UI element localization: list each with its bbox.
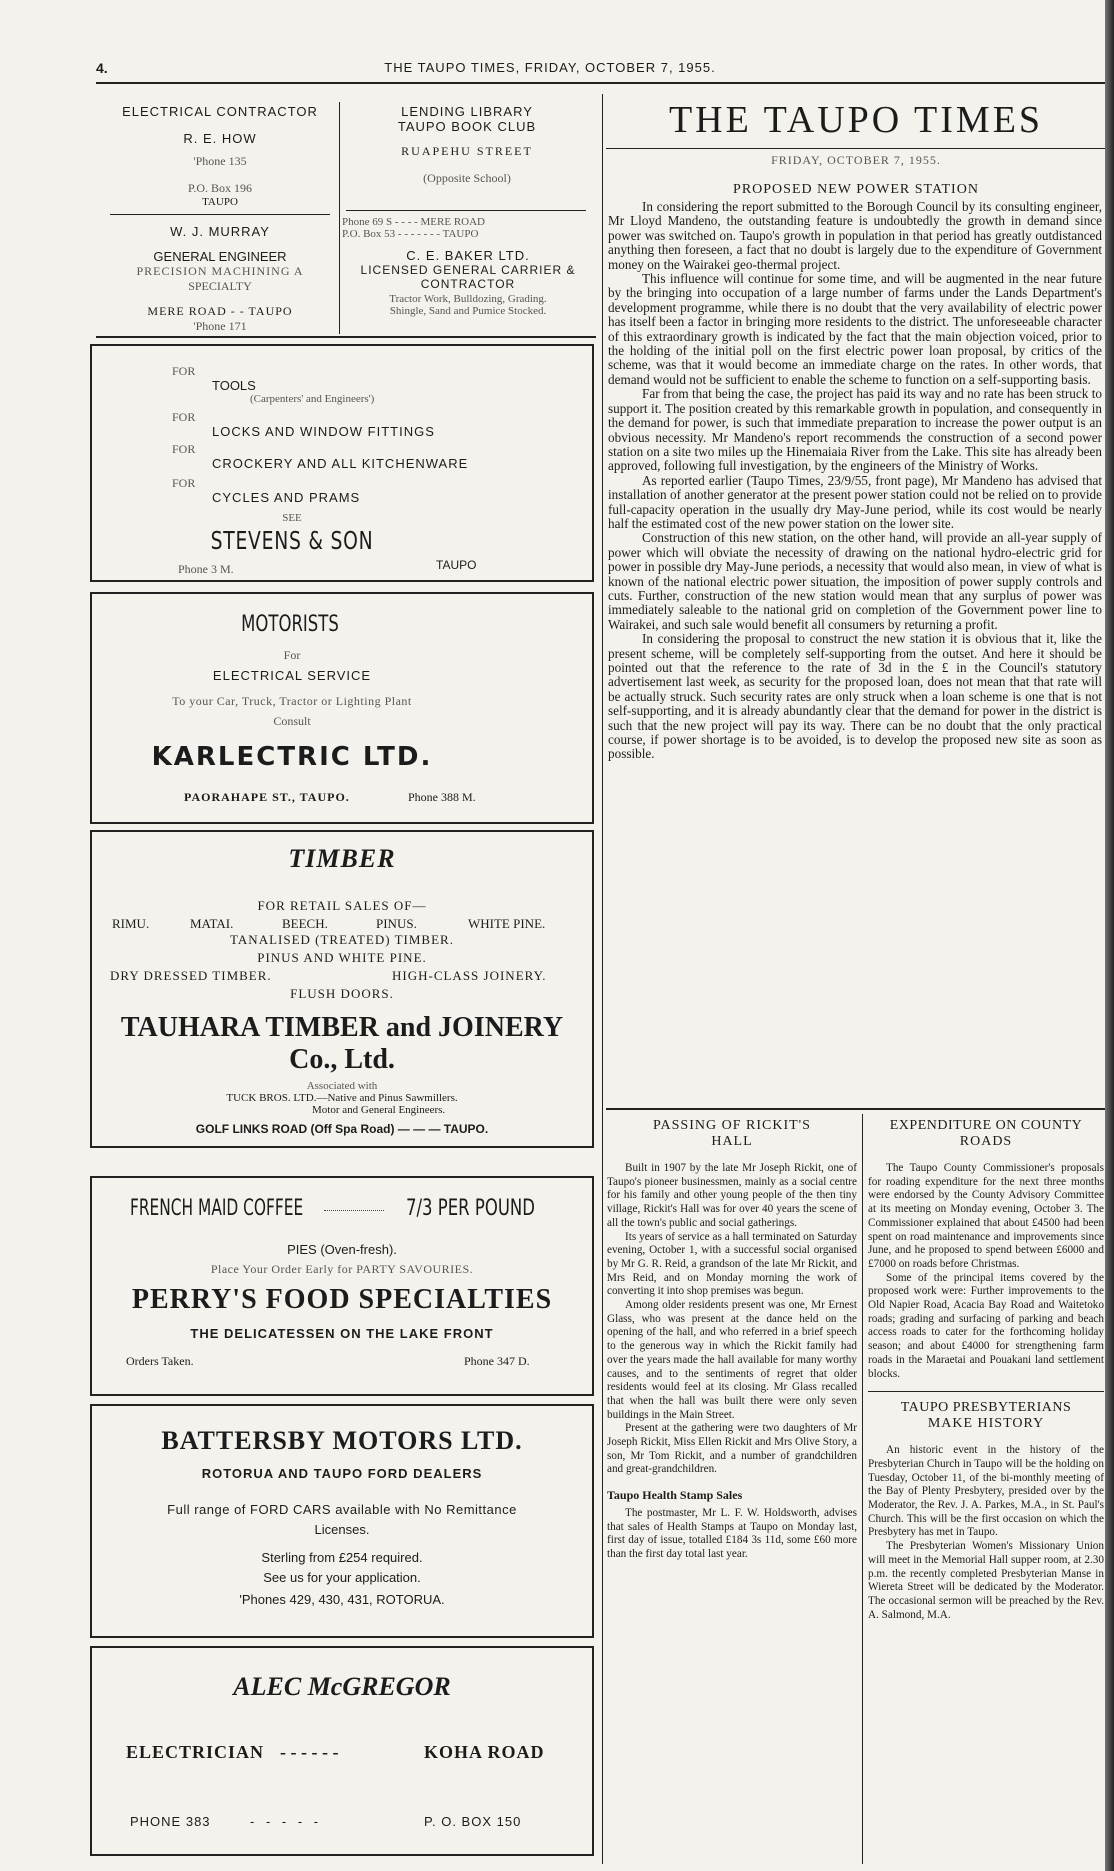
ad-perry-dots — [324, 1210, 384, 1211]
ad-timber-name1: TAUHARA TIMBER and JOINERY — [120, 1012, 564, 1043]
ad-timber-line3: TANALISED (TREATED) TIMBER. — [230, 932, 454, 947]
editorial-paragraph: As reported earlier (Taupo Times, 23/9/55, front page), Mr Mandeno has advised that installation of another generator at the present power station could not be relied on to provide full-capacity operation in the usually dry May-June period, while its cost would be nearly half the estimated cost of the new power station on the lower site. — [608, 472, 1102, 531]
ad-stevens-tools-note: (Carpenters' and Engineers') — [250, 393, 375, 405]
ads-bottom-rule — [96, 336, 596, 338]
ad-perry-price: 7/3 PER POUND — [406, 1196, 535, 1221]
ad-stevens-item-locks: LOCKS AND WINDOW FITTINGS — [212, 424, 435, 439]
roads-paragraph: Some of the principal items covered by the proposed work were: Further improvements to the Old Napier Road, Acacia Bay Road and Waitetoko roads; grading and surfacing of parking and beach access roads to cater for the forthcoming holiday season; and about £4000 for strengthening farm roads in the Maraetai and Pouakani land settlement blocks. — [868, 1271, 1104, 1380]
ad-library — [342, 104, 592, 186]
ad-mcgregor-pobox: P. O. BOX 150 — [424, 1814, 522, 1829]
ad-battersby-line4: See us for your application. — [263, 1570, 421, 1585]
ad-divider — [110, 214, 330, 215]
ad-baker-pobox-line: P.O. Box 53 - - - - - - - TAUPO — [342, 228, 479, 240]
page-masthead-line: THE TAUPO TIMES, FRIDAY, OCTOBER 7, 1955. — [384, 60, 716, 75]
roads-paragraph: The Taupo County Commissioner's proposals for roading expenditure for the next three months were endorsed by the County Advisory Committee at its meeting on Monday evening, October 3. The Commissioner explained that about £4500 had been spent on road maintenance and improvements since June, and he proposed to spend between £6000 and £7000 on roads before Christmas. — [868, 1162, 1104, 1270]
ad-timber-title: TIMBER — [288, 844, 396, 873]
rickit-headline1: PASSING OF RICKIT'S — [653, 1118, 811, 1133]
stamp-paragraph: The postmaster, Mr L. F. W. Holdsworth, advises that sales of Health Stamps at Taupo on Monday last, first day of issue, totalled £184 3s 11d, some £60 more than the first day total last year. — [607, 1506, 857, 1560]
ad-mcgregor-name: ALEC McGREGOR — [233, 1672, 451, 1701]
ad-timber-assoc3: Motor and General Engineers. — [312, 1104, 446, 1116]
ad-stevens-for-4: FOR — [172, 476, 196, 490]
ad-timber-wood-rimu: RIMU. — [112, 916, 150, 931]
ad-timber-line5b: HIGH-CLASS JOINERY. — [392, 968, 547, 983]
rickit-paragraph: Built in 1907 by the late Mr Joseph Rickit, one of Taupo's pioneer businessmen, mainly as a social centre for his family and other young people of the then tiny village, Rickit's Hall was for over 40 years the scene of all the town's public and social gatherings. — [607, 1162, 857, 1229]
ad-karlectric-address: PAORAHAPE ST., TAUPO. — [184, 790, 350, 804]
ad-column-divider — [339, 102, 340, 334]
column-divider — [602, 94, 603, 1864]
nameplate: THE TAUPO TIMES — [668, 99, 1044, 141]
editorial-body — [608, 200, 1102, 762]
ad-how — [100, 104, 340, 208]
ad-karlectric-phone: Phone 388 M. — [408, 790, 476, 804]
ad-timber-wood-pinus: PINUS. — [376, 916, 417, 931]
ad-library-note: (Opposite School) — [423, 171, 511, 185]
ad-murray-address: MERE ROAD - - TAUPO — [147, 304, 293, 318]
editorial-paragraph: This influence will continue for some time, and will be augmented in the near future by the bringing into occupation of a large number of farms under the Lands Department's development programme, while there is no doubt that the very availability of electric power has itself been a factor in bringing more residents to the district. The unforeseeable character of this extraordinary growth is indicated by the fact that the main objection voiced, prior to the holding of the initial poll on the first electric power loan proposal, by critics of the scheme, was that it would become an immediate charge on the rates. In other words, that demand would not be sufficient to enable the scheme to function on a self-supporting basis. — [608, 271, 1102, 387]
ad-stevens — [90, 344, 594, 582]
ad-perry-orders: Orders Taken. — [126, 1354, 194, 1368]
ad-perry — [90, 1176, 594, 1396]
article-separator — [868, 1391, 1104, 1392]
ad-baker-name: C. E. BAKER LTD. — [406, 248, 530, 263]
ad-perry-pies: PIES (Oven-fresh). — [287, 1242, 397, 1257]
ad-perry-name: PERRY'S FOOD SPECIALTIES — [131, 1284, 553, 1315]
ad-mcgregor — [90, 1646, 594, 1856]
ad-murray — [100, 224, 340, 334]
editorial-paragraph: Far from that being the case, the project has paid its way and no rate has been struck to support it. The position created by this remarkable growth in population, and consequently in the demand for power, is such that immediate preparation to increase the power output is an obvious necessity. Mr Mandeno's report recommends the construction of a second power station on a site two miles up the Hinemaiaia River from the Lake. This site has already been approved, following full investigation, by the engineers of the Ministry of Works. — [608, 386, 1102, 474]
ad-stevens-for-2: FOR — [172, 410, 196, 424]
presby-headline1: TAUPO PRESBYTERIANS — [900, 1400, 1072, 1416]
ad-perry-coffee: FRENCH MAID COFFEE — [130, 1196, 304, 1221]
header-rule — [96, 82, 1106, 84]
presby-headline2: MAKE HISTORY — [927, 1416, 1045, 1432]
rickit-paragraph: Among older residents present was one, Mr Ernest Glass, who was present at the dance held on the opening of the hall, and who referred in a brief speech to the generous way in which the Rickit family had over the years made the hall available for many worthy causes, and to the sentiments of regret that older residents would feel at its closing. Mr Glass recalled that when the hall was built there were only seven buildings in the Main Street. — [607, 1299, 857, 1421]
ad-battersby-line2: Licenses. — [314, 1522, 370, 1537]
editorial-headline: PROPOSED NEW POWER STATION — [733, 182, 979, 197]
ad-mcgregor-phone: PHONE 383 — [130, 1814, 211, 1829]
ad-library-line1: LENDING LIBRARY — [401, 104, 533, 119]
ad-timber-name2: Co., Ltd. — [289, 1044, 395, 1075]
ad-perry-sub: THE DELICATESSEN ON THE LAKE FRONT — [190, 1326, 494, 1341]
ad-how-pobox: P.O. Box 196 — [187, 181, 252, 195]
ad-stevens-item-crockery: CROCKERY AND ALL KITCHENWARE — [212, 456, 469, 471]
ad-timber-wood-beech: BEECH. — [282, 916, 328, 931]
ad-stevens-item-tools: TOOLS — [212, 378, 256, 393]
editorial-paragraph: In considering the proposal to construct the new station it is obvious that it, like the present scheme, will be completely self-supporting from the outset. And here it should be pointed out that the reference to the rate of 3d in the £ in the Council's statutory advertisement last week, as security for the proposed loan, does not mean that that rate will be actually struck. Such security rates are only struck when a loan scheme is one that is not self-supporting, and it is already abundantly clear that the demand for power in the district is such that the new project will pay its way. There can be no doubt that the only practical course, if power shortage is to be avoided, is to develop the proposed new site as soon as possible. — [608, 631, 1102, 762]
ad-baker-title1: LICENSED GENERAL CARRIER & — [360, 263, 576, 277]
ad-perry-order-line: Place Your Order Early for PARTY SAVOURIES. — [210, 1262, 474, 1276]
ad-timber-line4: PINUS AND WHITE PINE. — [257, 950, 427, 965]
ad-karlectric-name: KARLECTRIC LTD. — [151, 742, 433, 772]
article-roads — [868, 1118, 1104, 1622]
ad-murray-line2: SPECIALTY — [188, 279, 252, 293]
editorial-bottom-rule — [606, 1108, 1106, 1110]
ad-battersby-name: BATTERSBY MOTORS LTD. — [161, 1426, 523, 1455]
page-edge-shadow — [1105, 0, 1114, 1871]
ad-battersby — [90, 1404, 594, 1638]
ad-battersby-sub: ROTORUA AND TAUPO FORD DEALERS — [201, 1466, 483, 1481]
ad-perry-phone: Phone 347 D. — [464, 1354, 530, 1368]
page-number: 4. — [96, 60, 108, 76]
ad-timber-wood-matai: MATAI. — [190, 916, 234, 931]
ad-baker-services1: Tractor Work, Bulldozing, Grading. — [389, 293, 547, 305]
ad-murray-phone: 'Phone 171 — [193, 319, 247, 333]
stamp-headline: Taupo Health Stamp Sales — [607, 1488, 743, 1503]
ad-murray-line1: PRECISION MACHINING A — [136, 264, 304, 278]
ad-timber-line5a: DRY DRESSED TIMBER. — [110, 968, 272, 983]
ad-stevens-see: SEE — [282, 512, 302, 524]
rickit-headline2: HALL — [711, 1134, 753, 1149]
ad-timber-line6: FLUSH DOORS. — [290, 986, 394, 1001]
roads-headline2: ROADS — [959, 1134, 1013, 1149]
ad-stevens-for-1: FOR — [172, 364, 196, 378]
ad-mcgregor-trade: ELECTRICIAN — [126, 1742, 265, 1762]
ad-stevens-item-cycles: CYCLES AND PRAMS — [212, 490, 361, 505]
ad-karlectric-for: For — [283, 648, 301, 662]
editorial-paragraph: In considering the report submitted to the Borough Council by its consulting engineer, Mr Lloyd Mandeno, the outstanding feature is undoubtedly the growth in demand since power was switched on. Taupo's growth in population in that period has greatly outdistanced anything then foreseen, a fact that no doubt is largely due to the expenditure of Government money on the Wairakei geo-thermal project. — [608, 199, 1102, 272]
ad-karlectric-line: To your Car, Truck, Tractor or Lighting Plant — [172, 694, 412, 708]
ad-timber-assoc1: Associated with — [306, 1080, 378, 1092]
ad-stevens-town: TAUPO — [436, 558, 477, 572]
rickit-paragraph: Its years of service as a hall terminated on Saturday evening, October 1, with a successful social organised by Mr G. R. Reid, a grandson of the late Mr Rickit, and Mrs Reid, and on Monday morning the work of converting it into shop premises was begun. — [607, 1230, 857, 1298]
ad-timber-assoc2: TUCK BROS. LTD.—Native and Pinus Sawmillers. — [226, 1092, 458, 1104]
ad-library-line2: TAUPO BOOK CLUB — [397, 119, 537, 134]
ad-divider — [346, 210, 586, 211]
ad-baker — [342, 216, 594, 317]
ad-karlectric-service: ELECTRICAL SERVICE — [212, 668, 372, 683]
ad-mcgregor-dashes: - - - - - - — [280, 1742, 339, 1762]
ad-timber-wood-white-pine: WHITE PINE. — [468, 916, 546, 931]
ad-how-name: R. E. HOW — [183, 131, 257, 146]
ad-stevens-for-3: FOR — [172, 442, 196, 456]
ad-timber-line1: FOR RETAIL SALES OF— — [257, 898, 427, 913]
ad-how-town: TAUPO — [202, 196, 238, 208]
presby-paragraph: The Presbyterian Women's Missionary Union will meet in the Memorial Hall supper room, at 2.30 p.m. the recently completed Presbyterian Manse in Wiereta Street will be dedicated by the Moderator. The occasional sermon will be preached by the Rev. A. Salmond, M.A. — [868, 1540, 1104, 1621]
ad-baker-phone-line: Phone 69 S - - - - MERE ROAD — [342, 216, 485, 228]
ad-battersby-line1: Full range of FORD CARS available with No Remittance — [167, 1502, 517, 1517]
ad-battersby-line5: 'Phones 429, 430, 431, ROTORUA. — [239, 1592, 445, 1607]
ad-how-phone: 'Phone 135 — [193, 154, 247, 168]
ad-mcgregor-road: KOHA ROAD — [424, 1742, 545, 1762]
ad-timber — [90, 830, 594, 1148]
rickit-paragraph: Present at the gathering were two daughters of Mr Joseph Rickit, Miss Ellen Rickit and Mrs Olive Story, a son, Mr Tom Rickit, and a number of grandchildren and great-grandchildren. — [607, 1422, 857, 1476]
ad-stevens-name: STEVENS & SON — [210, 526, 374, 555]
ad-stevens-phone: Phone 3 M. — [178, 562, 234, 576]
ad-murray-name: W. J. MURRAY — [170, 224, 270, 239]
article-rickit — [607, 1118, 857, 1562]
ad-mcgregor-dashes2: - - - - - — [250, 1814, 323, 1829]
ad-battersby-line3: Sterling from £254 required. — [261, 1550, 423, 1565]
editorial-date: FRIDAY, OCTOBER 7, 1955. — [771, 153, 941, 167]
ad-how-title: ELECTRICAL CONTRACTOR — [122, 104, 318, 119]
ad-karlectric — [90, 592, 594, 824]
ad-baker-title2: CONTRACTOR — [420, 277, 516, 291]
ad-karlectric-consult: Consult — [273, 714, 311, 728]
presby-paragraph: An historic event in the history of the Presbyterian Church in Taupo will be the holding on Tuesday, October 11, of the bi-monthly meeting of the Bay of Plenty Presbytery, presided over by the Moderator, the Rev. J. A. Parkes, M.A., in St. Paul's Church. This will be the first occasion on which the Presbytery has met in Taupo. — [868, 1444, 1104, 1539]
ad-baker-services2: Shingle, Sand and Pumice Stocked. — [389, 305, 547, 317]
ad-murray-title: GENERAL ENGINEER — [153, 249, 287, 264]
nameplate-rule — [606, 148, 1106, 149]
editorial-paragraph: Construction of this new station, on the other hand, will provide an all-year supply of power which will obviate the necessity of drawing on the national hydro-electric grid for power in possible dry May-June periods, a necessity that would also mean, in view of what is known of the national electric power situation, the imposition of power supply controls and cuts. Further, construction of the new station would mean that any surplus of power was immediately saleable to the national grid on completion of the Government power line to Wairakei, and such sale would benefit all consumers by returning a profit. — [608, 530, 1102, 632]
ad-karlectric-title: MOTORISTS — [241, 612, 339, 637]
roads-headline1: EXPENDITURE ON COUNTY — [889, 1118, 1083, 1133]
article-column-divider — [862, 1114, 863, 1864]
ad-timber-address: GOLF LINKS ROAD (Off Spa Road) — — — TAUPO. — [195, 1122, 489, 1136]
ad-library-street: RUAPEHU STREET — [401, 144, 533, 158]
